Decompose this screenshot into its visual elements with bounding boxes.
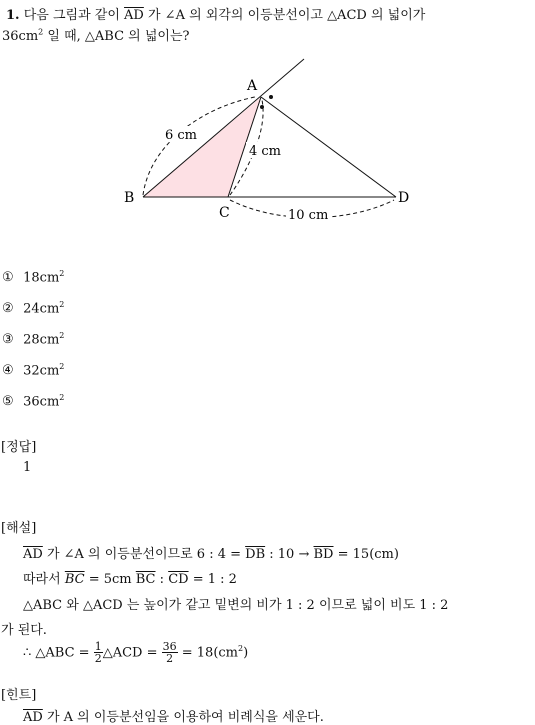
expl-seg-db: $\overline{DB}$ xyxy=(245,547,266,562)
hint-seg-ad: $\overline{AD}$ xyxy=(23,710,43,725)
expl-l5-exp: 2 xyxy=(238,644,244,653)
choice-2[interactable] xyxy=(2,300,64,316)
expl-seg-bc-italic: $\overline{BC}$ xyxy=(64,572,85,587)
choice-4-mark: ④ xyxy=(2,363,14,379)
question-number: 1. xyxy=(6,8,20,23)
expl-l5-text-c: = 18(cm xyxy=(181,645,239,661)
expl-seg-bc: $\overline{BC}$ xyxy=(135,572,156,587)
choice-5[interactable] xyxy=(2,393,64,409)
angle-mark-dot-1 xyxy=(269,95,273,99)
expl-seg-ad: $\overline{AD}$ xyxy=(23,547,43,562)
question-text-3: 일 때, △ABC 의 넓이는? xyxy=(47,29,190,44)
choice-5-value: 36cm xyxy=(23,394,60,410)
hint-line xyxy=(23,706,324,725)
hint-header: [힌트] xyxy=(1,688,37,703)
label-vertex-d: D xyxy=(398,190,410,206)
expl-l1-text-a: 가 ∠A 의 이등분선이므로 6 : 4 = xyxy=(46,547,241,562)
expl-l1-text-c: = 15(cm) xyxy=(337,547,399,562)
fraction-36-over-2: $\frac{36}{2}$ xyxy=(162,640,177,666)
expl-l2-text-a: 따라서 xyxy=(23,572,61,587)
choice-4-value: 32cm xyxy=(23,363,60,379)
question-text-2: 가 ∠A 의 외각의 이등분선이고 △ACD 의 넓이가 xyxy=(147,8,426,23)
angle-mark-dot-2 xyxy=(260,105,264,109)
expl-l5-text-a: ∴ △ABC = xyxy=(23,645,90,661)
expl-l2-text-c: : xyxy=(159,572,165,587)
choice-3-exp: 2 xyxy=(59,331,65,340)
hint-text: 가 A 의 이등분선임을 이용하여 비례식을 세운다. xyxy=(46,710,324,725)
choice-2-value: 24cm xyxy=(23,301,60,317)
choice-3[interactable] xyxy=(2,331,64,347)
choice-2-mark: ② xyxy=(2,301,14,317)
explanation-line-3: △ABC 와 △ACD 는 높이가 같고 밑변의 비가 1 : 2 이므로 넓이 비도 1 : 2 xyxy=(23,598,449,613)
choice-4-exp: 2 xyxy=(59,362,65,371)
explanation-header: [해설] xyxy=(1,521,37,536)
expl-l5-text-d: ) xyxy=(243,645,249,661)
answer-header: [정답] xyxy=(1,440,37,455)
choice-5-exp: 2 xyxy=(59,393,65,402)
label-cd-length: 10 cm xyxy=(288,208,329,223)
answer-value: 1 xyxy=(23,460,32,475)
question-area-exp: 2 xyxy=(38,27,44,37)
label-ac-length: 4 cm xyxy=(249,144,282,159)
choice-2-exp: 2 xyxy=(59,300,65,309)
label-vertex-c: C xyxy=(219,205,230,221)
expl-l2-text-d: = 1 : 2 xyxy=(192,572,237,587)
expl-l5-text-b: △ACD = xyxy=(102,645,158,661)
explanation-line-1 xyxy=(23,543,399,562)
expl-l1-text-b: : 10 → xyxy=(269,547,310,562)
choice-5-mark: ⑤ xyxy=(2,394,14,410)
geometry-figure xyxy=(0,0,535,240)
choice-1-exp: 2 xyxy=(59,269,65,278)
choice-1-value: 18cm xyxy=(23,270,60,286)
choice-4[interactable] xyxy=(2,362,64,378)
explanation-line-2 xyxy=(23,568,237,587)
expl-seg-bd: $\overline{BD}$ xyxy=(313,547,334,562)
segment-ad: $\overline{AD}$ xyxy=(124,8,144,23)
expl-l2-text-b: = 5cm xyxy=(88,572,132,587)
question-text-1: 다음 그림과 같이 xyxy=(23,8,120,23)
fraction-one-half: $\frac{1}{2}$ xyxy=(94,640,102,666)
explanation-line-4: 가 된다. xyxy=(1,623,47,638)
explanation-line-5 xyxy=(23,636,248,666)
label-vertex-b: B xyxy=(124,190,135,206)
expl-seg-cd: $\overline{CD}$ xyxy=(168,572,189,587)
choice-3-mark: ③ xyxy=(2,332,14,348)
choice-1-mark: ① xyxy=(2,270,14,286)
label-vertex-a: A xyxy=(247,78,258,94)
choice-1[interactable] xyxy=(2,269,64,285)
label-ab-length: 6 cm xyxy=(165,128,198,143)
question-area-value: 36cm xyxy=(2,29,39,44)
choice-3-value: 28cm xyxy=(23,332,60,348)
